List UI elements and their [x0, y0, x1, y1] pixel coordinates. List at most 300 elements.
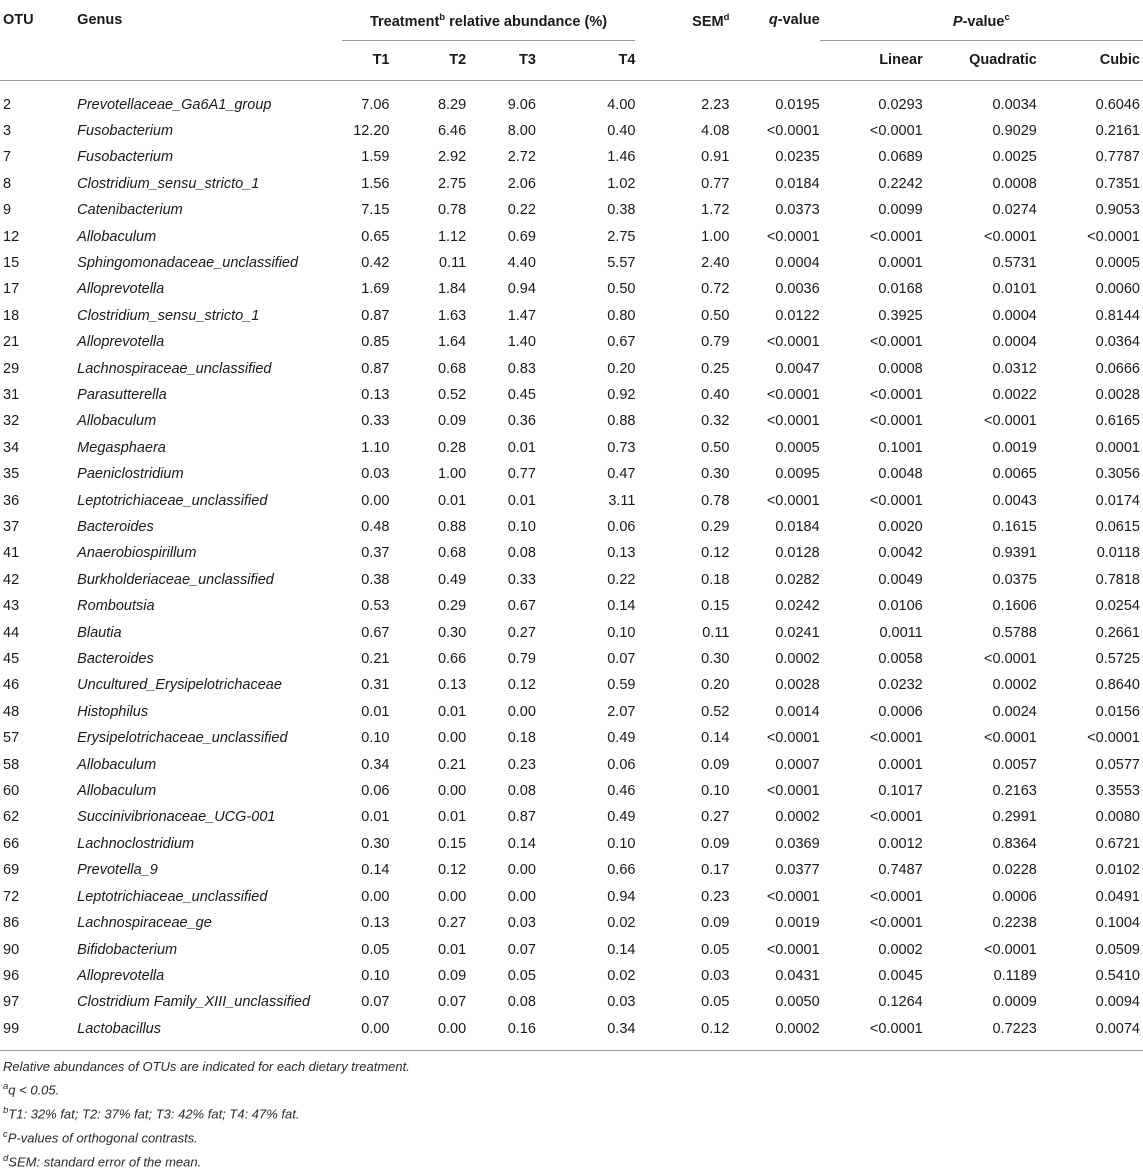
- cell-t3: 0.08: [507, 783, 536, 800]
- cell-t4: 0.10: [607, 624, 636, 641]
- cell-t2: 1.63: [437, 307, 467, 324]
- cell-cubic: 0.0577: [1095, 756, 1140, 773]
- cell-t1: 1.10: [361, 439, 390, 456]
- cell-linear: <0.0001: [869, 413, 923, 430]
- header-pvalue-p: P: [952, 13, 963, 30]
- cell-qvalue: 0.0369: [775, 835, 820, 852]
- cell-t1: 12.20: [353, 122, 390, 139]
- cell-sem: 0.52: [701, 703, 730, 720]
- cell-t4: 0.22: [607, 571, 636, 588]
- cell-sem: 0.50: [701, 439, 730, 456]
- header-treatment-suffix: relative abundance (%): [445, 13, 608, 30]
- cell-linear: 0.0049: [878, 571, 923, 588]
- header-quadratic: Quadratic: [923, 40, 1037, 80]
- cell-sem: 0.40: [701, 386, 730, 403]
- cell-genus: Alloprevotella: [77, 334, 165, 351]
- cell-cubic: 0.0005: [1095, 254, 1140, 271]
- cell-t1: 0.10: [361, 967, 390, 984]
- cell-cubic: 0.0094: [1095, 994, 1140, 1011]
- table-row: [0, 937, 1143, 963]
- cell-qvalue: <0.0001: [766, 334, 820, 351]
- header-qvalue-rest: -value: [777, 12, 820, 28]
- cell-cubic: 0.2161: [1095, 122, 1140, 139]
- cell-linear: 0.1017: [878, 783, 923, 800]
- header-genus: Genus: [77, 12, 123, 28]
- cell-t2: 0.27: [437, 915, 467, 932]
- cell-linear: 0.0002: [878, 941, 923, 958]
- cell-genus: Burkholderiaceae_unclassified: [77, 571, 274, 588]
- header-cubic: Cubic: [1037, 40, 1143, 80]
- cell-t4: 0.40: [607, 122, 636, 139]
- table-row: [0, 144, 1143, 170]
- cell-quadratic: 0.5731: [992, 254, 1037, 271]
- cell-otu: 99: [3, 1020, 20, 1037]
- cell-linear: 0.1264: [878, 994, 923, 1011]
- cell-t2: 0.07: [437, 994, 467, 1011]
- table-row: [0, 989, 1143, 1015]
- cell-qvalue: 0.0005: [775, 439, 820, 456]
- header-linear: Linear: [820, 40, 923, 80]
- cell-t1: 0.33: [361, 413, 390, 430]
- cell-t2: 0.00: [437, 1020, 467, 1037]
- header-pvalue-sup: c: [1004, 12, 1010, 23]
- cell-t3: 0.45: [507, 386, 536, 403]
- table-row: [0, 356, 1143, 382]
- cell-linear: <0.0001: [869, 915, 923, 932]
- header-pvalue: [820, 0, 1143, 40]
- cell-t1: 0.00: [361, 1020, 390, 1037]
- cell-linear: 0.1001: [878, 439, 923, 456]
- cell-t1: 7.06: [361, 96, 390, 113]
- cell-cubic: 0.0028: [1095, 386, 1140, 403]
- cell-t3: 0.94: [507, 281, 536, 298]
- header-row-2: [0, 40, 1143, 80]
- cell-qvalue: 0.0002: [775, 809, 820, 826]
- cell-cubic: 0.7787: [1095, 149, 1140, 166]
- cell-t3: 0.77: [507, 466, 536, 483]
- cell-t1: 0.48: [361, 519, 390, 535]
- cell-t3: 0.07: [507, 941, 536, 958]
- table-row: [0, 382, 1143, 408]
- cell-t1: 0.00: [361, 888, 390, 905]
- cell-otu: 18: [3, 307, 20, 324]
- cell-otu: 8: [3, 175, 12, 192]
- cell-t3: 0.83: [507, 360, 536, 377]
- cell-t4: 0.50: [607, 281, 636, 298]
- cell-qvalue: 0.0002: [775, 1020, 820, 1037]
- table-row: [0, 197, 1143, 223]
- cell-qvalue: <0.0001: [766, 413, 820, 430]
- cell-genus: Allobaculum: [77, 756, 157, 773]
- cell-t4: 0.73: [607, 439, 636, 456]
- cell-otu: 7: [3, 149, 12, 166]
- cell-qvalue: <0.0001: [766, 492, 820, 509]
- cell-t1: 0.37: [361, 545, 390, 562]
- cell-qvalue: 0.0241: [775, 624, 820, 641]
- cell-t3: 2.72: [507, 149, 536, 166]
- cell-genus: Alloprevotella: [77, 281, 165, 298]
- cell-quadratic: 0.8364: [992, 835, 1037, 852]
- cell-qvalue: <0.0001: [766, 888, 820, 905]
- cell-cubic: 0.3553: [1095, 783, 1140, 800]
- cell-linear: <0.0001: [869, 334, 923, 351]
- cell-otu: 45: [3, 651, 20, 668]
- cell-sem: 0.18: [701, 571, 730, 588]
- cell-sem: 0.10: [701, 783, 730, 800]
- cell-t1: 0.03: [361, 466, 390, 483]
- cell-t4: 4.00: [607, 96, 636, 113]
- cell-quadratic: 0.2238: [992, 915, 1037, 932]
- cell-sem: 2.40: [701, 254, 730, 271]
- cell-t4: 1.46: [607, 149, 636, 166]
- table-row: [0, 620, 1143, 646]
- cell-linear: 0.0001: [878, 756, 923, 773]
- cell-cubic: 0.0666: [1095, 360, 1140, 377]
- header-pvalue-rest: -value: [962, 13, 1005, 30]
- cell-sem: 0.32: [701, 413, 730, 430]
- cell-genus: Prevotella_9: [77, 862, 158, 879]
- cell-t1: 0.21: [361, 651, 390, 668]
- header-blank-q: [729, 40, 819, 80]
- cell-t4: 0.02: [607, 915, 636, 932]
- cell-t2: 0.01: [437, 809, 467, 826]
- cell-quadratic: 0.0004: [992, 334, 1037, 351]
- table-row: [0, 646, 1143, 672]
- table-row: [0, 699, 1143, 725]
- cell-quadratic: 0.1606: [992, 598, 1037, 615]
- cell-quadratic: 0.1189: [993, 967, 1037, 984]
- cell-t1: 0.53: [361, 598, 390, 615]
- table-row: [0, 778, 1143, 804]
- cell-t1: 0.87: [361, 307, 390, 324]
- cell-qvalue: <0.0001: [766, 386, 820, 403]
- cell-qvalue: <0.0001: [766, 941, 820, 958]
- cell-quadratic: 0.0002: [992, 677, 1037, 694]
- cell-otu: 31: [3, 386, 20, 403]
- cell-qvalue: 0.0373: [775, 202, 820, 219]
- cell-genus: Lachnospiraceae_unclassified: [77, 360, 272, 377]
- cell-cubic: 0.0254: [1095, 598, 1140, 615]
- cell-genus: Leptotrichiaceae_unclassified: [77, 492, 268, 509]
- cell-t1: 0.07: [361, 994, 390, 1011]
- cell-qvalue: 0.0235: [775, 149, 820, 166]
- cell-sem: 0.78: [701, 492, 730, 509]
- footnote-c-mark: c: [3, 1128, 8, 1140]
- cell-sem: 0.03: [701, 967, 730, 984]
- cell-sem: 2.23: [701, 96, 730, 113]
- cell-sem: 0.05: [701, 994, 730, 1011]
- cell-quadratic: 0.2163: [992, 783, 1037, 800]
- cell-t2: 0.12: [437, 862, 467, 879]
- cell-t2: 2.92: [437, 149, 467, 166]
- cell-t4: 0.49: [607, 809, 636, 826]
- cell-t2: 0.01: [437, 492, 467, 509]
- cell-t3: 9.06: [507, 96, 536, 113]
- table-body: [0, 92, 1143, 1043]
- cell-t1: 0.85: [361, 334, 390, 351]
- cell-t1: 7.15: [361, 202, 390, 219]
- header-otu: OTU: [3, 12, 34, 28]
- cell-otu: 17: [3, 281, 20, 298]
- cell-otu: 21: [3, 334, 20, 351]
- cell-linear: <0.0001: [869, 228, 923, 245]
- cell-t2: 0.30: [437, 624, 467, 641]
- table-row: [0, 910, 1143, 936]
- cell-t2: 0.11: [439, 254, 467, 271]
- cell-quadratic: 0.0057: [992, 756, 1037, 773]
- cell-t4: 0.94: [607, 888, 636, 905]
- cell-genus: Lachnospiraceae_ge: [77, 915, 212, 932]
- cell-cubic: 0.0156: [1095, 703, 1140, 720]
- cell-linear: 0.7487: [878, 862, 923, 879]
- cell-t1: 0.31: [361, 677, 390, 694]
- footnote-c: [3, 1125, 410, 1149]
- footnote-d-text: SEM: standard error of the mean.: [8, 1153, 202, 1169]
- cell-cubic: 0.0509: [1095, 941, 1140, 958]
- cell-linear: 0.0012: [878, 835, 923, 852]
- cell-t3: 0.69: [507, 228, 536, 245]
- cell-t3: 0.08: [507, 994, 536, 1011]
- cell-sem: 0.50: [701, 307, 730, 324]
- cell-otu: 32: [3, 413, 20, 430]
- cell-t3: 4.40: [507, 254, 536, 271]
- cell-genus: Alloprevotella: [77, 967, 165, 984]
- cell-t1: 0.65: [361, 228, 390, 245]
- cell-genus: Leptotrichiaceae_unclassified: [77, 888, 268, 905]
- cell-otu: 62: [3, 809, 20, 826]
- cell-t3: 8.00: [507, 122, 536, 139]
- table-row: [0, 224, 1143, 250]
- cell-t1: 0.06: [361, 783, 390, 800]
- cell-t1: 1.59: [361, 149, 390, 166]
- cell-quadratic: 0.0025: [992, 149, 1037, 166]
- cell-otu: 37: [3, 519, 20, 535]
- cell-t4: 0.10: [607, 835, 636, 852]
- cell-cubic: 0.8144: [1095, 307, 1140, 324]
- cell-t4: 0.80: [607, 307, 636, 324]
- cell-linear: 0.0099: [878, 202, 923, 219]
- cell-otu: 60: [3, 783, 20, 800]
- header-blank-otu: [0, 40, 77, 80]
- cell-qvalue: 0.0184: [775, 519, 820, 535]
- cell-otu: 43: [3, 598, 20, 615]
- cell-t2: 0.21: [437, 756, 467, 773]
- cell-t1: 0.05: [361, 941, 390, 958]
- cell-t2: 0.09: [437, 413, 467, 430]
- cell-otu: 3: [3, 122, 12, 139]
- cell-t2: 1.64: [437, 334, 467, 351]
- cell-otu: 29: [3, 360, 20, 377]
- cell-t4: 1.02: [607, 175, 636, 192]
- header-t3: T3: [466, 40, 536, 80]
- cell-sem: 0.12: [701, 1020, 730, 1037]
- cell-qvalue: 0.0028: [775, 677, 820, 694]
- cell-t1: 0.10: [361, 730, 390, 747]
- header-sem-text: SEM: [692, 13, 724, 30]
- cell-genus: Anaerobiospirillum: [77, 545, 197, 562]
- header-spacer: [0, 81, 1143, 92]
- cell-qvalue: 0.0242: [775, 598, 820, 615]
- cell-otu: 72: [3, 888, 20, 905]
- table-row: [0, 92, 1143, 118]
- cell-qvalue: 0.0195: [775, 96, 820, 113]
- cell-quadratic: 0.0024: [992, 703, 1037, 720]
- cell-genus: Megasphaera: [77, 439, 166, 456]
- table-row: [0, 514, 1143, 540]
- cell-linear: 0.0011: [879, 624, 923, 641]
- cell-linear: 0.0008: [878, 360, 923, 377]
- cell-t3: 0.00: [507, 703, 536, 720]
- cell-t2: 0.28: [437, 439, 467, 456]
- cell-quadratic: <0.0001: [984, 730, 1037, 747]
- footnote-a: [3, 1077, 410, 1101]
- footnote-b: [3, 1101, 410, 1125]
- cell-t2: 0.13: [437, 677, 467, 694]
- cell-t3: 0.00: [507, 888, 536, 905]
- cell-linear: 0.0689: [878, 149, 923, 166]
- cell-t2: 0.68: [437, 545, 467, 562]
- cell-linear: 0.0293: [878, 96, 923, 113]
- footnote-b-mark: b: [3, 1105, 9, 1117]
- cell-otu: 12: [3, 228, 20, 245]
- cell-sem: 0.77: [701, 175, 730, 192]
- cell-sem: 0.20: [701, 677, 730, 694]
- table-row: [0, 408, 1143, 434]
- cell-sem: 0.05: [701, 941, 730, 958]
- cell-quadratic: 0.0019: [992, 439, 1037, 456]
- header-qvalue-q: q: [768, 12, 778, 28]
- cell-cubic: 0.0102: [1095, 862, 1140, 879]
- cell-genus: Clostridium Family_XIII_unclassified: [77, 994, 311, 1011]
- cell-t4: 0.67: [607, 334, 636, 351]
- cell-t4: 0.46: [607, 783, 636, 800]
- cell-genus: Paeniclostridium: [77, 466, 184, 483]
- table-row: [0, 593, 1143, 619]
- header-t2: T2: [390, 40, 467, 80]
- cell-qvalue: 0.0122: [775, 307, 820, 324]
- cell-t4: 0.07: [607, 651, 636, 668]
- cell-quadratic: 0.0009: [992, 994, 1037, 1011]
- table-row: [0, 540, 1143, 566]
- cell-t1: 0.34: [361, 756, 390, 773]
- cell-t1: 0.01: [361, 809, 390, 826]
- cell-t3: 1.40: [507, 334, 536, 351]
- header-t1: T1: [342, 40, 390, 80]
- cell-cubic: 0.0364: [1095, 334, 1140, 351]
- cell-qvalue: 0.0128: [775, 545, 820, 562]
- cell-cubic: 0.7818: [1095, 571, 1140, 588]
- cell-sem: 0.30: [701, 466, 730, 483]
- cell-quadratic: 0.9391: [992, 545, 1037, 562]
- header-treatment: [342, 0, 636, 40]
- cell-quadratic: <0.0001: [984, 228, 1037, 245]
- cell-t2: 0.66: [437, 651, 467, 668]
- cell-quadratic: 0.0375: [992, 571, 1037, 588]
- header-blank-sem: [635, 40, 729, 80]
- cell-cubic: 0.7351: [1095, 175, 1140, 192]
- cell-t2: 0.01: [437, 703, 467, 720]
- header-qvalue: [729, 0, 819, 40]
- cell-linear: 0.0001: [878, 254, 923, 271]
- cell-sem: 0.17: [701, 862, 730, 879]
- cell-t3: 2.06: [507, 175, 536, 192]
- cell-t1: 0.87: [361, 360, 390, 377]
- cell-cubic: 0.0060: [1095, 281, 1140, 298]
- cell-t3: 0.36: [507, 413, 536, 430]
- cell-cubic: 0.9053: [1095, 202, 1140, 219]
- cell-t4: 5.57: [607, 254, 636, 271]
- cell-cubic: 0.2661: [1095, 624, 1140, 641]
- table-row: [0, 435, 1143, 461]
- cell-t1: 0.67: [361, 624, 390, 641]
- cell-t1: 0.30: [361, 835, 390, 852]
- cell-t4: 0.49: [607, 730, 636, 747]
- cell-quadratic: 0.0228: [992, 862, 1037, 879]
- table-row: [0, 804, 1143, 830]
- cell-t4: 2.75: [607, 228, 636, 245]
- cell-t3: 0.01: [507, 492, 536, 509]
- cell-t3: 1.47: [507, 307, 536, 324]
- cell-sem: 1.00: [701, 228, 730, 245]
- cell-t2: 0.01: [437, 941, 467, 958]
- cell-qvalue: 0.0282: [775, 571, 820, 588]
- cell-t1: 0.38: [361, 571, 390, 588]
- table-row: [0, 276, 1143, 302]
- cell-qvalue: 0.0004: [775, 254, 820, 271]
- cell-genus: Romboutsia: [77, 598, 155, 615]
- cell-t3: 0.14: [507, 835, 536, 852]
- cell-t1: 0.42: [361, 254, 390, 271]
- cell-t3: 0.22: [507, 202, 536, 219]
- cell-otu: 97: [3, 994, 20, 1011]
- table-row: [0, 857, 1143, 883]
- cell-sem: 0.30: [701, 651, 730, 668]
- table-row: [0, 171, 1143, 197]
- cell-otu: 66: [3, 835, 20, 852]
- cell-t3: 0.18: [507, 730, 536, 747]
- cell-otu: 42: [3, 571, 20, 588]
- cell-otu: 44: [3, 624, 20, 641]
- cell-linear: <0.0001: [869, 386, 923, 403]
- cell-t4: 0.66: [607, 862, 636, 879]
- cell-qvalue: 0.0431: [775, 967, 820, 984]
- cell-t3: 0.12: [507, 677, 536, 694]
- cell-t4: 0.47: [607, 466, 636, 483]
- cell-quadratic: 0.0004: [992, 307, 1037, 324]
- cell-sem: 0.09: [701, 756, 730, 773]
- cell-linear: 0.0168: [878, 281, 923, 298]
- cell-cubic: 0.6721: [1095, 835, 1140, 852]
- cell-qvalue: <0.0001: [766, 730, 820, 747]
- cell-t4: 2.07: [607, 703, 636, 720]
- cell-qvalue: 0.0377: [775, 862, 820, 879]
- cell-genus: Histophilus: [77, 703, 149, 720]
- table-row: [0, 461, 1143, 487]
- cell-otu: 35: [3, 466, 20, 483]
- cell-sem: 0.27: [701, 809, 730, 826]
- cell-cubic: 0.8640: [1095, 677, 1140, 694]
- table-row: [0, 567, 1143, 593]
- cell-t3: 0.67: [507, 598, 536, 615]
- cell-linear: 0.0045: [878, 967, 923, 984]
- cell-quadratic: 0.0065: [992, 466, 1037, 483]
- cell-otu: 41: [3, 545, 20, 562]
- cell-t3: 0.05: [507, 967, 536, 984]
- cell-genus: Parasutterella: [77, 386, 167, 403]
- cell-otu: 58: [3, 756, 20, 773]
- header-sem-sup: d: [723, 12, 730, 23]
- table-row: [0, 118, 1143, 144]
